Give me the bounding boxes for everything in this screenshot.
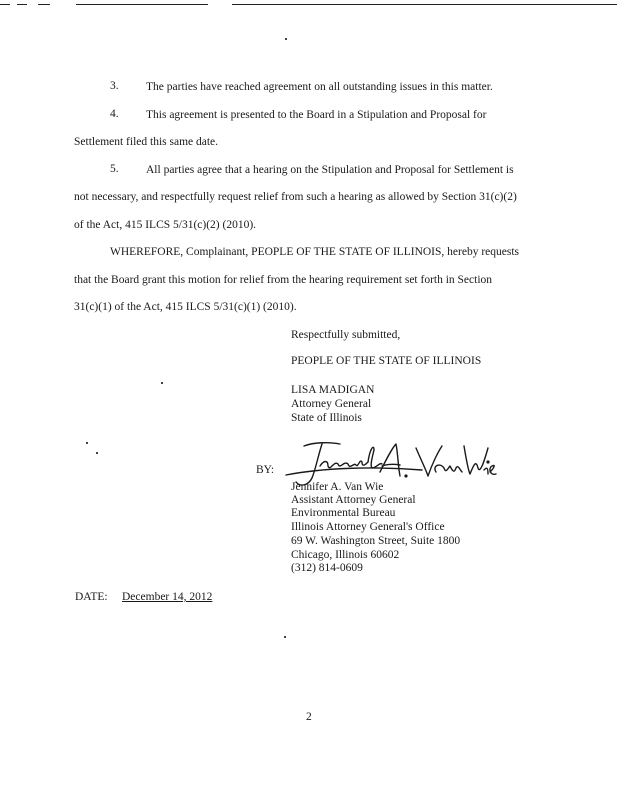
signatory-line: Illinois Attorney General's Office	[291, 521, 445, 533]
signatory-name: Jennifer A. Van Wie	[291, 481, 384, 493]
by-label: BY:	[256, 464, 275, 476]
scan-speck	[285, 38, 287, 40]
signatory-line: 69 W. Washington Street, Suite 1800	[291, 535, 461, 547]
scan-artifact-line	[232, 4, 617, 5]
closing-text: Respectfully submitted,	[291, 329, 401, 341]
wherefore-line: WHEREFORE, Complainant, PEOPLE OF THE STATE OF ILLINOIS, hereby requests	[110, 246, 519, 258]
signatory-phone: (312) 814-0609	[291, 562, 363, 574]
party-name: PEOPLE OF THE STATE OF ILLINOIS	[291, 355, 482, 367]
date-value: December 14, 2012	[122, 591, 213, 603]
paragraph-line: All parties agree that a hearing on the Stipulation and Proposal for Settlement is	[146, 164, 514, 176]
scan-artifact-line	[76, 4, 208, 5]
scan-artifact-line	[0, 4, 10, 5]
paragraph-number: 3.	[110, 80, 119, 92]
ag-name: LISA MADIGAN	[291, 384, 375, 396]
scan-artifact-line	[17, 4, 27, 5]
paragraph-number: 4.	[110, 108, 119, 120]
paragraph-line: Settlement filed this same date.	[74, 136, 219, 148]
paragraph-line: This agreement is presented to the Board in a Stipulation and Proposal for	[146, 109, 487, 121]
page-number: 2	[306, 711, 312, 723]
scan-speck	[96, 452, 98, 454]
ag-title: Attorney General	[291, 398, 372, 410]
paragraph-line: The parties have reached agreement on all outstanding issues in this matter.	[146, 81, 493, 93]
ag-state: State of Illinois	[291, 412, 362, 424]
signatory-line: Environmental Bureau	[291, 507, 396, 519]
scan-artifact-line	[38, 4, 50, 5]
scan-speck	[86, 442, 88, 444]
paragraph-line: of the Act, 415 ILCS 5/31(c)(2) (2010).	[74, 219, 257, 231]
date-label: DATE:	[75, 591, 108, 603]
scan-speck	[284, 636, 286, 638]
wherefore-line: that the Board grant this motion for relief from the hearing requirement set forth in Section	[74, 274, 493, 286]
paragraph-number: 5.	[110, 163, 119, 175]
scan-speck	[161, 382, 163, 384]
signatory-line: Assistant Attorney General	[291, 494, 416, 506]
wherefore-line: 31(c)(1) of the Act, 415 ILCS 5/31(c)(1) (2010).	[74, 301, 297, 313]
paragraph-line: not necessary, and respectfully request relief from such a hearing as allowed by Section 31(c)(2)	[74, 191, 517, 203]
signatory-line: Chicago, Illinois 60602	[291, 549, 400, 561]
